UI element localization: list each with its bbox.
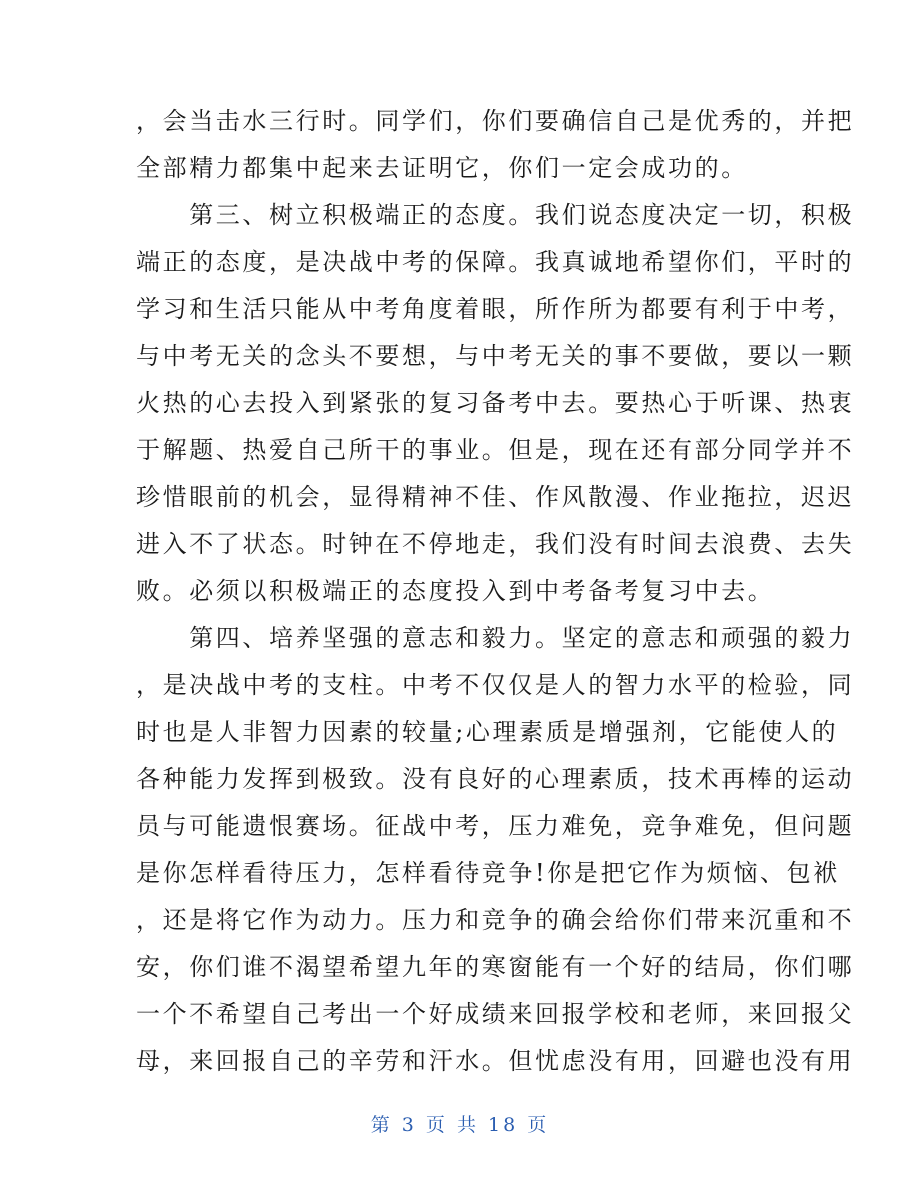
text-line: 进入不了状态。时钟在不停地走，我们没有时间去浪费、去失 bbox=[136, 530, 855, 558]
text-line: 各种能力发挥到极致。没有良好的心理素质，技术再棒的运动 bbox=[136, 765, 855, 793]
text-line: 于解题、热爱自己所干的事业。但是，现在还有部分同学并不 bbox=[136, 436, 855, 464]
text-line: ，会当击水三行时。同学们，你们要确信自己是优秀的，并把 bbox=[136, 107, 855, 135]
body-text bbox=[136, 98, 855, 1085]
text-line: 一个不希望自己考出一个好成绩来回报学校和老师，来回报父 bbox=[136, 1000, 855, 1028]
text-line: 火热的心去投入到紧张的复习备考中去。要热心于听课、热衷 bbox=[136, 389, 855, 417]
text-line: ，还是将它作为动力。压力和竞争的确会给你们带来沉重和不 bbox=[136, 906, 855, 934]
text-line: 败。必须以积极端正的态度投入到中考备考复习中去。 bbox=[136, 577, 775, 605]
text-line: ，是决战中考的支柱。中考不仅仅是人的智力水平的检验，同 bbox=[136, 671, 855, 699]
text-line: 是你怎样看待压力，怎样看待竞争!你是把它作为烦恼、包袱 bbox=[136, 859, 840, 887]
text-line: 母，来回报自己的辛劳和汗水。但忧虑没有用，回避也没有用 bbox=[136, 1047, 855, 1075]
text-line: 安，你们谁不渴望希望九年的寒窗能有一个好的结局，你们哪 bbox=[136, 953, 855, 981]
text-line: 与中考无关的念头不要想，与中考无关的事不要做，要以一颗 bbox=[136, 342, 855, 370]
text-line: 时也是人非智力因素的较量;心理素质是增强剂，它能使人的 bbox=[136, 718, 839, 746]
text-line: 员与可能遗恨赛场。征战中考，压力难免，竞争难免，但问题 bbox=[136, 812, 855, 840]
text-line: 学习和生活只能从中考角度着眼，所作所为都要有利于中考， bbox=[136, 295, 855, 323]
page-number-footer: 第 3 页 共 18 页 bbox=[370, 1114, 550, 1136]
text-line: 第四、培养坚强的意志和毅力。坚定的意志和顽强的毅力 bbox=[136, 624, 855, 652]
text-line: 第三、树立积极端正的态度。我们说态度决定一切，积极 bbox=[136, 201, 855, 229]
text-line: 端正的态度，是决战中考的保障。我真诚地希望你们，平时的 bbox=[136, 248, 855, 276]
text-line: 珍惜眼前的机会，显得精神不佳、作风散漫、作业拖拉，迟迟 bbox=[136, 483, 855, 511]
text-line: 全部精力都集中起来去证明它，你们一定会成功的。 bbox=[136, 154, 748, 182]
